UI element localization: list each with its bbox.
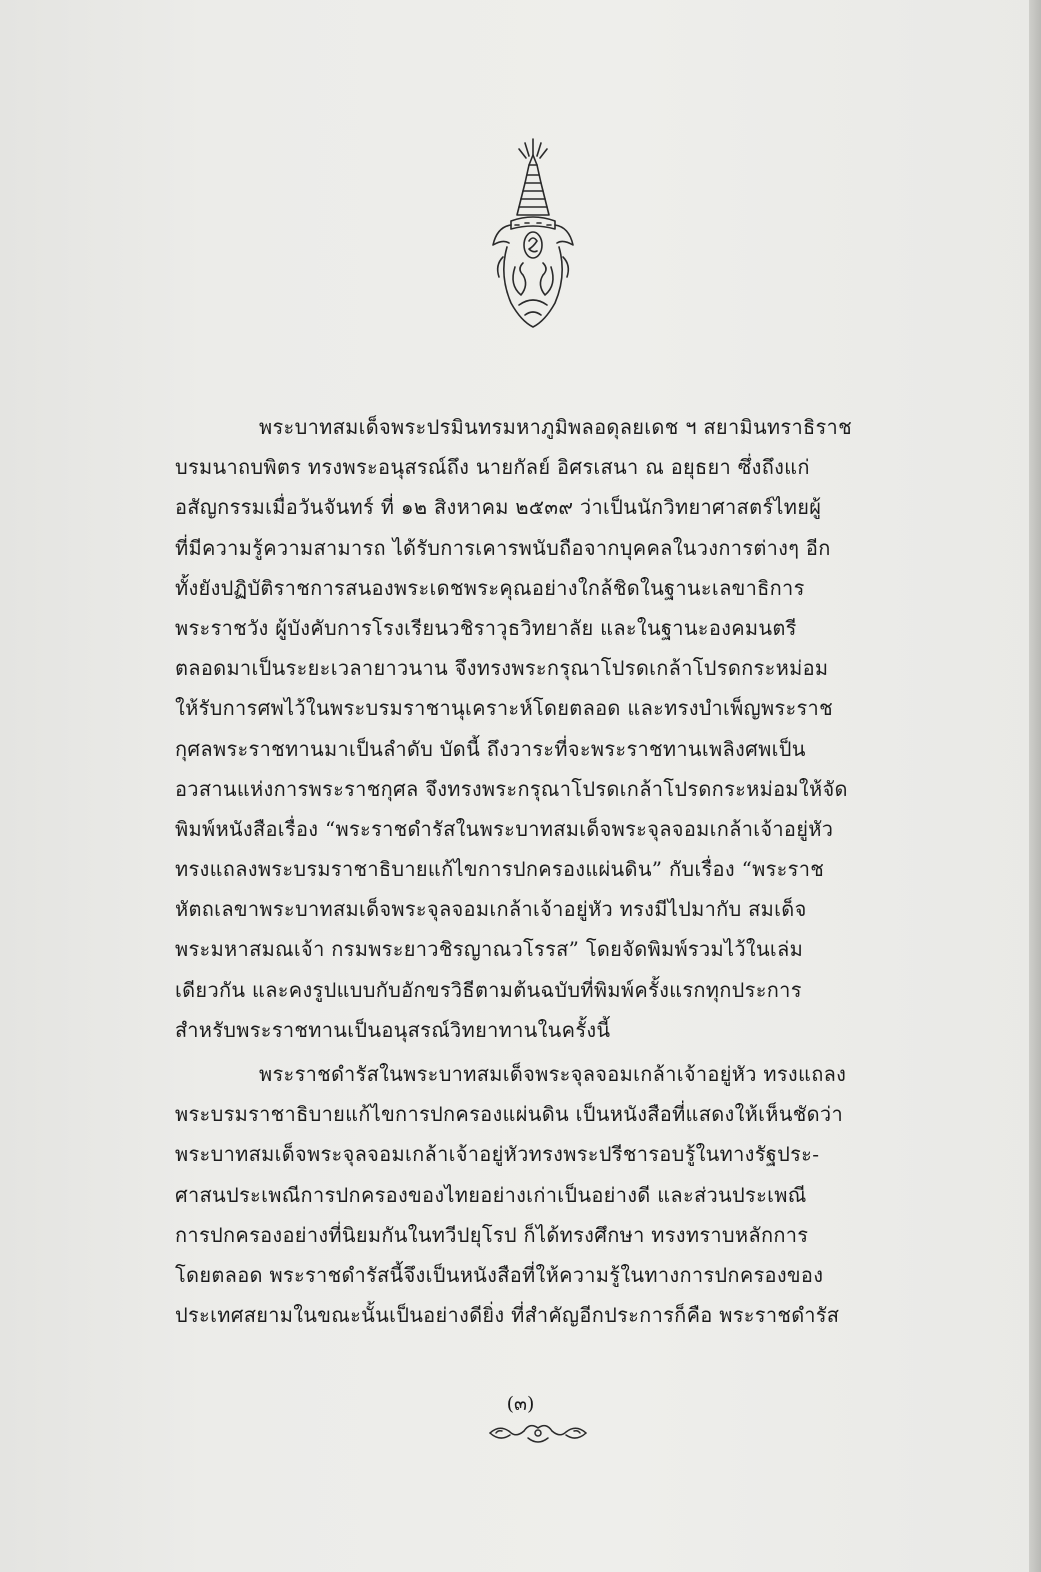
text-line: สำหรับพระราชทานเป็นอนุสรณ์วิทยาทานในครั้งนี้: [175, 1017, 611, 1042]
text-line: พระราชวัง ผู้บังคับการโรงเรียนวชิราวุธวิทยาลัย และในฐานะองคมนตรี: [175, 615, 797, 640]
text-line: บรมนาถบพิตร ทรงพระอนุสรณ์ถึง นายกัลย์ อิศรเสนา ณ อยุธยา ซึ่งถึงแก่: [175, 455, 810, 480]
floral-ornament-icon: [486, 1418, 590, 1448]
text-line: อสัญกรรมเมื่อวันจันทร์ ที่ ๑๒ สิงหาคม ๒๕๓๙ ว่าเป็นนักวิทยาศาสตร์ไทยผู้: [175, 495, 822, 520]
text-line: ศาสนประเพณีการปกครองของไทยอย่างเก่าเป็นอย่างดี และส่วนประเพณี: [175, 1182, 807, 1207]
text-line: ตลอดมาเป็นระยะเวลายาวนาน จึงทรงพระกรุณาโปรดเกล้าโปรดกระหม่อม: [175, 656, 829, 681]
text-line: พระบาทสมเด็จพระปรมินทรมหาภูมิพลอดุลยเดช ฯ สยามินทราธิราช: [259, 415, 852, 439]
text-line: ให้รับการศพไว้ในพระบรมราชานุเคราะห์โดยตลอด และทรงบำเพ็ญพระราช: [175, 696, 833, 721]
text-line: อวสานแห่งการพระราชกุศล จึงทรงพระกรุณาโปรดเกล้าโปรดกระหม่อมให้จัด: [175, 776, 848, 801]
page-number: (๓): [506, 1393, 535, 1415]
text-line: ที่มีความรู้ความสามารถ ได้รับการเคารพนับถือจากบุคคลในวงการต่างๆ อีก: [175, 535, 831, 560]
text-line: ทรงแถลงพระบรมราชาธิบายแก้ไขการปกครองแผ่นดิน” กับเรื่อง “พระราช: [175, 857, 825, 882]
text-line: พระราชดำรัสในพระบาทสมเด็จพระจุลจอมเกล้าเจ้าอยู่หัว ทรงแถลง: [259, 1062, 847, 1086]
page-spine-shadow: [1029, 0, 1041, 1572]
body-text: [175, 407, 902, 1335]
text-line: ทั้งยังปฏิบัติราชการสนองพระเดชพระคุณอย่างใกล้ชิดในฐานะเลขาธิการ: [175, 575, 805, 600]
text-line: พระบาทสมเด็จพระจุลจอมเกล้าเจ้าอยู่หัวทรงพระปรีชารอบรู้ในทางรัฐประ-: [175, 1142, 820, 1167]
text-line: ประเทศสยามในขณะนั้นเป็นอย่างดียิ่ง ที่สำคัญอีกประการก็คือ พระราชดำรัส: [175, 1303, 840, 1328]
text-line: เดียวกัน และคงรูปแบบกับอักขรวิธีตามต้นฉบับที่พิมพ์ครั้งแรกทุกประการ: [175, 977, 802, 1002]
text-line: พระมหาสมณเจ้า กรมพระยาวชิรญาณวโรรส” โดยจัดพิมพ์รวมไว้ในเล่ม: [175, 937, 804, 962]
text-line: การปกครองอย่างที่นิยมกันในทวีปยุโรป ก็ได้ทรงศึกษา ทรงทราบหลักการ: [175, 1222, 809, 1247]
text-line: พระบรมราชาธิบายแก้ไขการปกครองแผ่นดิน เป็นหนังสือที่แสดงให้เห็นชัดว่า: [175, 1102, 843, 1127]
text-line: กุศลพระราชทานมาเป็นลำดับ บัดนี้ ถึงวาระที่จะพระราชทานเพลิงศพเป็น: [175, 736, 806, 761]
text-line: พิมพ์หนังสือเรื่อง “พระราชดำรัสในพระบาทสมเด็จพระจุลจอมเกล้าเจ้าอยู่หัว: [175, 816, 834, 841]
royal-crown-emblem-icon: [489, 135, 577, 330]
text-line: โดยตลอด พระราชดำรัสนี้จึงเป็นหนังสือที่ให้ความรู้ในทางการปกครองของ: [175, 1262, 824, 1287]
text-line: หัตถเลขาพระบาทสมเด็จพระจุลจอมเกล้าเจ้าอยู่หัว ทรงมีไปมากับ สมเด็จ: [175, 897, 807, 922]
